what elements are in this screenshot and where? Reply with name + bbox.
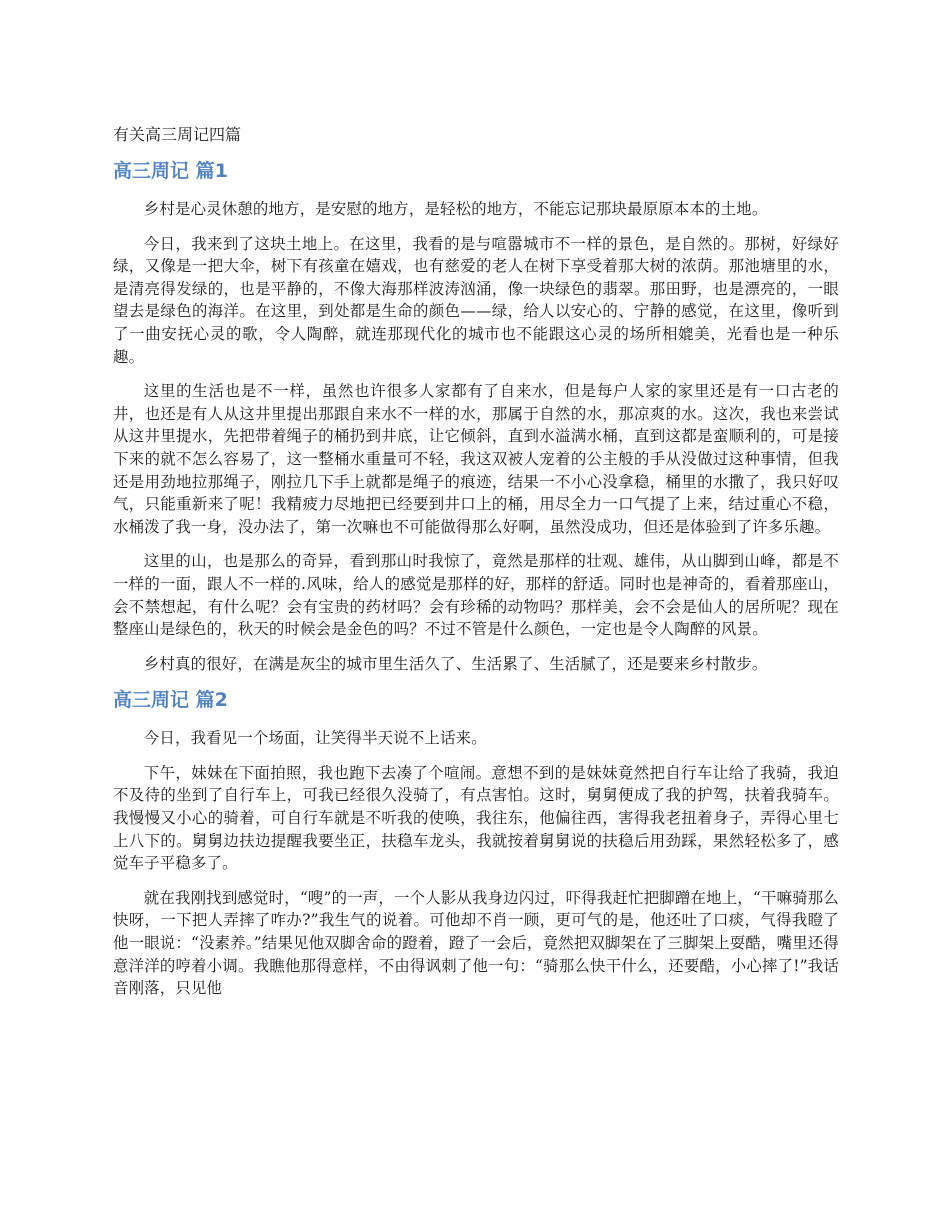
paragraph: 这里的生活也是不一样，虽然也许很多人家都有了自来水，但是每户人家的家里还是有一口古老的井，也还是有人从这井里提出那跟自来水不一样的水，那属于自然的水，那凉爽的水。这次，我也来尝试从这井里提水，先把带着绳子的桶扔到井底，让它倾斜，直到水溢满水桶，直到这都是蛮顺利的，可是接下来的就不怎么容易了，这一整桶水重量可不轻，我这双被人宠着的公主般的手从没做过这种事情，但我还是用劲地拉那绳子，刚拉几下手上就都是绳子的痕迹，结果一不小心没拿稳，桶里的水撒了，我只好叹气，只能重新来了呢！我精疲力尽地把已经要到井口上的桶，用尽全力一口气提了上来，结过重心不稳，水桶泼了我一身，没办法了，第一次嘛也不可能做得那么好啊，虽然没成功，但还是体验到了许多乐趣。	[113, 382, 839, 536]
document-title: 有关高三周记四篇	[113, 125, 242, 144]
paragraph: 就在我刚找到感觉时，“嗖”的一声，一个人影从我身边闪过，吓得我赶忙把脚蹭在地上，“干嘛骑那么快呀，一下把人弄摔了咋办?”我生气的说着。可他却不肖一顾，更可气的是，他还吐了口痰，气得我瞪了他一眼说：“没素养。”结果见他双脚舍命的蹬着，蹬了一会后，竟然把双脚架在了三脚架上耍酷，嘴里还得意洋洋的哼着小调。我瞧他那得意样，不由得讽刺了他一句：“骑那么快干什么，还要酷，小心摔了!”我话音刚落，只见他	[113, 888, 839, 998]
section-heading: 高三周记 篇2	[113, 689, 228, 712]
section-heading: 高三周记 篇1	[113, 160, 228, 182]
paragraph: 乡村是心灵休憩的地方，是安慰的地方，是轻松的地方，不能忘记那块最原原本本的土地。	[143, 200, 768, 218]
paragraph: 这里的山，也是那么的奇异，看到那山时我惊了，竟然是那样的壮观、雄伟，从山脚到山峰，都是不一样的一面，跟人不一样的.风味，给人的感觉是那样的好，那样的舒适。同时也是神奇的，看着那座山，会不禁想起，有什么呢？会有宝贵的药材吗？会有珍稀的动物吗？那样美，会不会是仙人的居所呢？现在整座山是绿色的，秋天的时候会是金色的吗？不过不管是什么颜色，一定也是令人陶醉的风景。	[113, 552, 839, 639]
paragraph: 下午，妹妹在下面拍照，我也跑下去凑了个喧闹。意想不到的是妹妹竟然把自行车让给了我骑，我迫不及待的坐到了自行车上，可我已经很久没骑了，有点害怕。这时，舅舅便成了我的护驾，扶着我骑车。我慢慢又小心的骑着，可自行车就是不听我的使唤，我往东，他偏往西，害得我老扭着身子，弄得心里七上八下的。舅舅边扶边提醒我要坐正，扶稳车龙头，我就按着舅舅说的扶稳后用劲踩，果然轻松多了，感觉车子平稳多了。	[113, 763, 839, 873]
section-2	[113, 687, 839, 1000]
paragraph: 乡村真的很好，在满是灰尘的城市里生活久了、生活累了、生活腻了，还是要来乡村散步。	[143, 654, 768, 673]
paragraph: 今日，我来到了这块土地上。在这里，我看的是与喧嚣城市不一样的景色，是自然的。那树，好绿好绿，又像是一把大伞，树下有孩童在嬉戏，也有慈爱的老人在树下享受着那大树的浓荫。那池塘里的水，是清亮得发绿的，也是平静的，不像大海那样波涛汹涌，像一块绿色的翡翠。那田野，也是漂亮的，一眼望去是绿色的海洋。在这里，到处都是生命的颜色——绿，给人以安心的、宁静的感觉，在这里，像听到了一曲安抚心灵的歌，令人陶醉，就连那现代化的城市也不能跟这心灵的场所相媲美，光看也是一种乐趣。	[113, 234, 839, 366]
document-page	[113, 122, 839, 1012]
paragraph: 今日，我看见一个场面，让笑得半天说不上话来。	[143, 729, 487, 748]
section-1	[113, 158, 839, 675]
